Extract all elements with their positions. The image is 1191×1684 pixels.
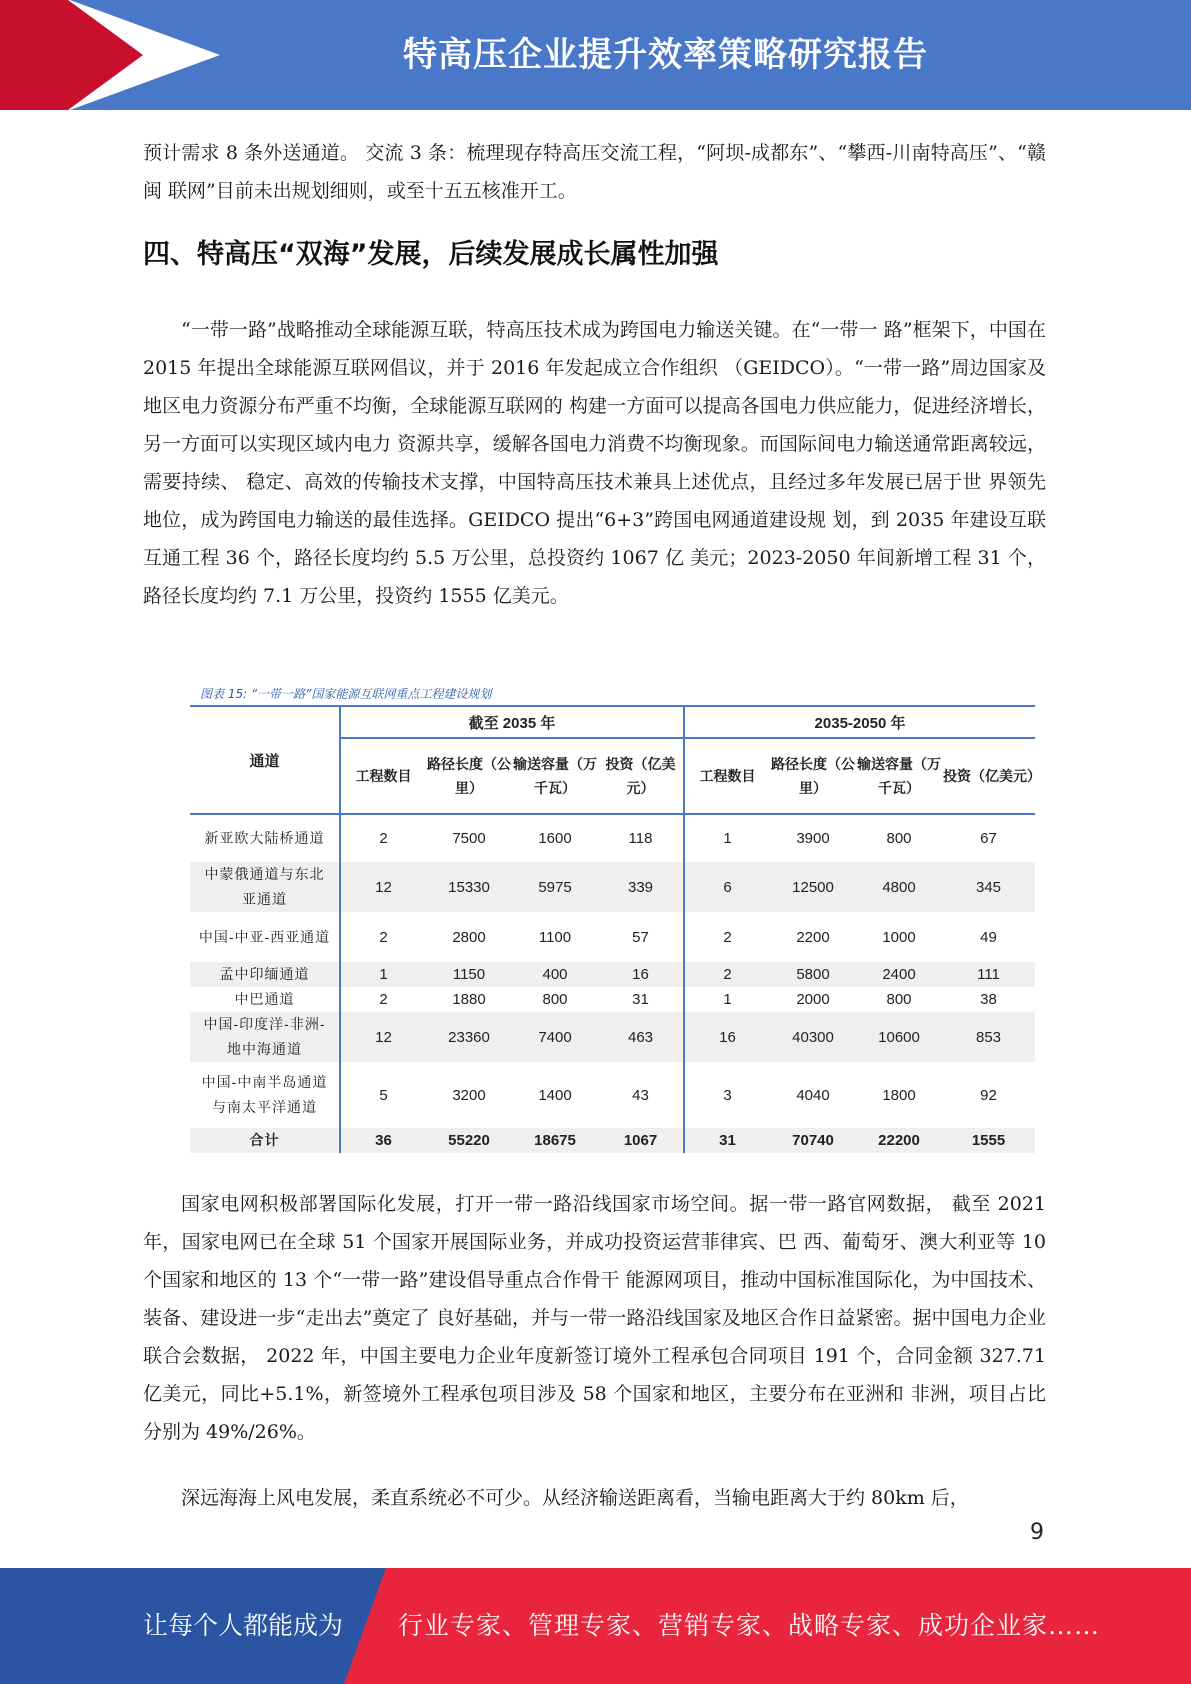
- capacity-cell: 1000: [882, 928, 916, 946]
- investment-cell: 339: [598, 862, 684, 912]
- investment-cell: 67: [980, 830, 997, 847]
- sub-header-length: 路径长度（公里）: [770, 738, 856, 814]
- footer-blue-slant: [344, 1568, 386, 1684]
- count-cell: 2: [684, 962, 770, 987]
- length-cell: 7500: [452, 830, 486, 847]
- count-cell: 3: [684, 1062, 770, 1128]
- capacity-cell: 4800: [856, 862, 942, 912]
- header-arrow-red-bar: [0, 0, 68, 110]
- channel-name: 中蒙俄通道与东北亚通道: [190, 862, 340, 912]
- investment-cell: 118: [628, 830, 653, 847]
- total-label: 合计: [190, 1128, 340, 1153]
- length-cell: 1150: [426, 962, 512, 987]
- count-cell: 1: [684, 814, 770, 862]
- footer-slogan-left: 让每个人都能成为: [143, 1611, 344, 1640]
- count-cell: 2: [340, 987, 426, 1012]
- investment-cell: 463: [598, 1012, 684, 1062]
- length-cell: 5800: [770, 962, 856, 987]
- capacity-cell: 7400: [512, 1012, 598, 1062]
- investment-cell: 49: [980, 928, 997, 946]
- length-cell: 15330: [426, 862, 512, 912]
- footer-slogan-right: 行业专家、管理专家、营销专家、战略专家、成功企业家……: [398, 1611, 1101, 1640]
- count-cell: 12: [340, 1012, 426, 1062]
- header-arrow-red-tip: [68, 0, 143, 110]
- investment-cell: 31: [632, 991, 649, 1008]
- length-cell: 4040: [796, 1086, 830, 1104]
- table-row: [190, 1012, 1035, 1062]
- capacity-cell: 800: [886, 991, 912, 1008]
- body-paragraph-3: 深远海海上风电发展，柔直系统必不可少。从经济输送距离看，当输电距离大于约 80km 后，: [181, 1487, 969, 1509]
- length-cell: 40300: [770, 1012, 856, 1062]
- capacity-cell: 1400: [538, 1086, 572, 1104]
- intro-block: [143, 134, 1046, 210]
- table-row: [190, 1062, 1035, 1128]
- length-cell: 55220: [426, 1128, 512, 1153]
- channel-name: 中巴通道: [234, 991, 295, 1007]
- length-cell: 2800: [452, 928, 486, 946]
- capacity-cell: 18675: [512, 1128, 598, 1153]
- length-cell: 70740: [770, 1128, 856, 1153]
- capacity-cell: 10600: [856, 1012, 942, 1062]
- body-block-2: [143, 1185, 1046, 1451]
- section-heading: 四、特高压“双海”发展，后续发展成长属性加强: [143, 239, 719, 270]
- body-paragraph-1: “一带一路”战略推动全球能源互联，特高压技术成为跨国电力输送关键。在“一带一 路”框架下，中国在 2015 年提出全球能源互联网倡议，并于 2016 年发起成立合作组织 （GEIDCO）。“一带一路”周边国家及地区电力资源分布严重不均衡，全球能源互联网的 构建一方面可以提高各国电力供应能力，促进经济增长，另一方面可以实现区域内电力 资源共享，缓解各国电力消费不均衡现象。而国际间电力输送通常距离较远，需要持续、 稳定、高效的传输技术支撑，中国特高压技术兼具上述优点，且经过多年发展已居于世 界领先地位，成为跨国电力输送的最佳选择。GEIDCO 提出“6+3”跨国电网通道建设规 划，到 2035 年建设互联互通工程 36 个，路径长度均约 5.5 万公里，总投资约 1067 亿 美元；2023-2050 年间新增工程 31 个，路径长度均约 7.1 万公里，投资约 1555 亿美元。: [143, 319, 1046, 607]
- channel-name: 中国-印度洋-非洲-地中海通道: [190, 1012, 340, 1062]
- capacity-cell: 1100: [538, 928, 572, 946]
- capacity-cell: 22200: [856, 1128, 942, 1153]
- group-header-to-2035: 截至 2035 年: [340, 706, 684, 738]
- length-cell: 2200: [796, 928, 830, 946]
- count-cell: 36: [340, 1128, 426, 1153]
- sub-header-investment: 投资（亿美元）: [598, 738, 684, 814]
- planning-table: [190, 705, 1041, 1153]
- investment-cell: 92: [980, 1086, 997, 1104]
- channel-name: 新亚欧大陆桥通道: [204, 830, 325, 846]
- count-cell: 2: [340, 912, 426, 962]
- capacity-cell: 5975: [512, 862, 598, 912]
- investment-cell: 111: [942, 962, 1035, 987]
- sub-header-capacity: 输送容量（万千瓦）: [512, 738, 598, 814]
- count-cell: 2: [340, 814, 426, 862]
- sub-header-count: 工程数目: [684, 738, 770, 814]
- table-total-row: [190, 1128, 1035, 1153]
- capacity-cell: 1800: [882, 1086, 916, 1104]
- count-cell: 2: [684, 912, 770, 962]
- page-header: [0, 0, 1191, 110]
- investment-cell: 1555: [942, 1128, 1035, 1153]
- capacity-cell: 1600: [538, 830, 572, 847]
- count-cell: 1: [684, 987, 770, 1012]
- table-row: [190, 912, 1035, 962]
- investment-cell: 16: [598, 962, 684, 987]
- table-body: [190, 814, 1035, 1153]
- body-block-1: [143, 311, 1046, 615]
- length-cell: 12500: [770, 862, 856, 912]
- channel-name: 中国-中南半岛通道与南太平洋通道: [201, 1074, 328, 1115]
- count-cell: 31: [684, 1128, 770, 1153]
- investment-cell: 853: [942, 1012, 1035, 1062]
- count-cell: 12: [340, 862, 426, 912]
- capacity-cell: 400: [512, 962, 598, 987]
- table-row: [190, 862, 1035, 912]
- table-caption: 图表 15: “一带一路”国家能源互联网重点工程建设规划: [200, 687, 492, 701]
- sub-header-count: 工程数目: [340, 738, 426, 814]
- channel-header: 通道: [190, 706, 340, 814]
- page-number: 9: [1030, 1520, 1044, 1545]
- channel-name: 孟中印缅通道: [190, 962, 340, 987]
- table-row: [190, 987, 1035, 1012]
- investment-cell: 1067: [598, 1128, 684, 1153]
- intro-paragraph: 预计需求 8 条外送通道。 交流 3 条：梳理现存特高压交流工程，“阿坝-成都东”、“攀西-川南特高压”、“赣闽 联网”目前未出规划细则，或至十五五核准开工。: [143, 142, 1046, 202]
- page-footer: [0, 1568, 1191, 1684]
- body-block-3: [143, 1479, 1046, 1517]
- body-paragraph-2: 国家电网积极部署国际化发展，打开一带一路沿线国家市场空间。据一带一路官网数据， 截至 2021 年，国家电网已在全球 51 个国家开展国际业务，并成功投资运营菲律宾、巴 西、葡萄牙、澳大利亚等 10 个国家和地区的 13 个“一带一路”建设倡导重点合作骨干 能源网项目，推动中国标准国际化，为中国技术、装备、建设进一步“走出去”奠定了 良好基础，并与一带一路沿线国家及地区合作日益紧密。据中国电力企业联合会数据， 2022 年，中国主要电力企业年度新签订境外工程承包合同项目 191 个，合同金额 327.71 亿美元，同比+5.1%，新签境外工程承包项目涉及 58 个国家和地区，主要分布在亚洲和 非洲，项目占比分别为 49%/26%。: [143, 1193, 1046, 1443]
- investment-cell: 43: [632, 1086, 649, 1104]
- table-row: [190, 814, 1035, 862]
- investment-cell: 38: [980, 991, 997, 1008]
- length-cell: 2000: [796, 991, 830, 1008]
- count-cell: 1: [340, 962, 426, 987]
- sub-header-capacity: 输送容量（万千瓦）: [856, 738, 942, 814]
- capacity-cell: 800: [886, 830, 912, 847]
- count-cell: 5: [340, 1062, 426, 1128]
- channel-name: 中国-中亚-西亚通道: [198, 928, 331, 945]
- table-group-header-row: [190, 706, 1035, 738]
- planning-table-figure: [190, 683, 1041, 1153]
- length-cell: 23360: [426, 1012, 512, 1062]
- investment-cell: 57: [632, 928, 649, 946]
- investment-cell: 345: [942, 862, 1035, 912]
- count-cell: 16: [684, 1012, 770, 1062]
- group-header-2035-2050: 2035-2050 年: [684, 706, 1035, 738]
- length-cell: 3900: [796, 830, 830, 847]
- table-row: [190, 962, 1035, 987]
- length-cell: 1880: [452, 991, 486, 1008]
- report-title: 特高压企业提升效率策略研究报告: [403, 35, 928, 75]
- sub-header-length: 路径长度（公里）: [426, 738, 512, 814]
- capacity-cell: 2400: [856, 962, 942, 987]
- count-cell: 6: [684, 862, 770, 912]
- capacity-cell: 800: [542, 991, 568, 1008]
- sub-header-investment: 投资（亿美元）: [942, 738, 1035, 814]
- length-cell: 3200: [452, 1086, 486, 1104]
